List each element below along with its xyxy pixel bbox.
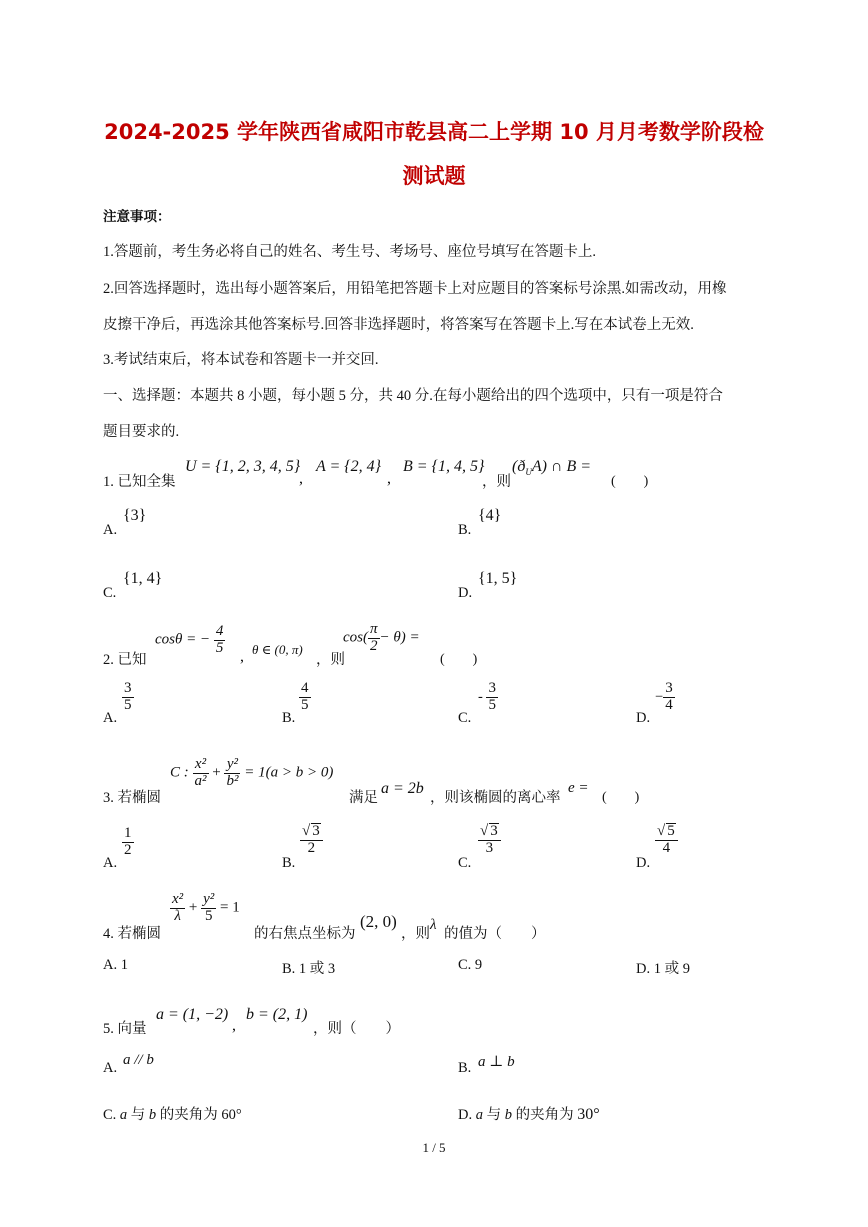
q2-option-b-label: B. — [282, 710, 296, 726]
q3-prefix: 3. 若椭圆 — [103, 790, 161, 806]
q1-set-a: A = {2, 4} — [316, 458, 382, 475]
page-number: 1 / 5 — [422, 1140, 446, 1155]
q1-option-a: {3} — [123, 507, 147, 524]
q3-a-equals-2b: a = 2b — [381, 780, 424, 797]
q5-then: ，则（ ） — [313, 1021, 400, 1037]
section-heading-line1: 一、选择题：本题共 8 小题，每小题 5 分，共 40 分.在每小题给出的四个选项中，只有一项是符合 — [103, 388, 723, 404]
q2-option-d-label: D. — [636, 710, 651, 726]
q2-option-a: $\frac{3}{5}$ — [124, 680, 132, 713]
q3-then: ，则该椭圆的离心率 — [430, 790, 561, 806]
q2-then: ，则 — [316, 652, 345, 668]
q1-option-c-label: C. — [103, 585, 117, 601]
q3-option-a: $\frac{1}{2}$ — [124, 825, 132, 858]
q5-option-b-label: B. — [458, 1060, 472, 1076]
q1-answer-paren: ( ) — [611, 474, 649, 489]
q2-theta-range: θ ∈ (0, π) — [252, 642, 303, 657]
q2-answer-paren: ( ) — [440, 652, 478, 667]
notice-item-1: 1.答题前，考生务必将自己的姓名、考生号、考场号、座位号填写在答题卡上. — [103, 244, 596, 260]
q4-option-b: B. 1 或 3 — [282, 961, 336, 977]
q5-option-b: a ⊥ b — [478, 1054, 515, 1070]
q3-option-a-label: A. — [103, 855, 118, 871]
q4-option-c: C. 9 — [458, 957, 483, 973]
q1-set-u: U = {1, 2, 3, 4, 5} — [185, 458, 301, 475]
page-title-line1: 2024-2025 学年陕西省咸阳市乾县高二上学期 10 月月考数学阶段检 — [104, 120, 764, 144]
q4-lambda: λ — [430, 917, 437, 933]
notice-item-3: 3.考试结束后，将本试卷和答题卡一并交回. — [103, 352, 379, 368]
q2-prefix: 2. 已知 — [103, 652, 147, 668]
q1-expr: $(ð_UA)$ ∩ B = — [512, 458, 592, 478]
q3-option-b: $\frac{√ 3}{2}$ — [300, 823, 323, 857]
q5-prefix: 5. 向量 — [103, 1021, 147, 1037]
q4-tail: 的值为（ ） — [444, 926, 546, 942]
q3-option-d-label: D. — [636, 855, 651, 871]
q3-ellipse-eq: C : $\frac{\text{x²}}{\text{a²}}$ + $\frac{\text{y²}}{\text{b²}}$ = 1(a > b > 0) — [170, 756, 334, 789]
q5-option-d: D. a 与 b 的夹角为 30° — [458, 1106, 600, 1123]
q3-cond: 满足 — [349, 790, 378, 806]
q1-set-b: B = {1, 4, 5} — [403, 458, 485, 475]
q2-option-c: - $\frac{3}{5}$ — [478, 680, 496, 713]
q4-option-d: D. 1 或 9 — [636, 961, 690, 977]
q2-option-d: − $\frac{3}{4}$ — [655, 680, 673, 713]
q4-then: ，则 — [401, 926, 430, 942]
q1-option-b: {4} — [478, 507, 502, 524]
q2-option-a-label: A. — [103, 710, 118, 726]
q1-option-d-label: D. — [458, 585, 473, 601]
q1-option-c: {1, 4} — [123, 570, 163, 587]
q5-vector-a: a = (1, −2) — [156, 1006, 229, 1023]
q4-ellipse-eq: $\frac{\text{x²}}{\lambda}$ + $\frac{\text{y²}}{5}$ = 1 — [172, 891, 240, 924]
q3-answer-paren: ( ) — [602, 790, 640, 805]
q1-then: ，则 — [482, 474, 511, 490]
notice-item-2a: 2.回答选择题时，选出每小题答案后，用铅笔把答题卡上对应题目的答案标号涂黑.如需改动，用橡 — [103, 281, 727, 297]
q3-option-b-label: B. — [282, 855, 296, 871]
q3-option-c-label: C. — [458, 855, 472, 871]
q4-point: (2, 0) — [360, 912, 397, 931]
q2-option-b: $\frac{4}{5}$ — [301, 680, 309, 713]
q5-option-c: C. a 与 b 的夹角为 60° — [103, 1107, 242, 1123]
q1-prefix: 1. 已知全集 — [103, 474, 176, 490]
q1-option-a-label: A. — [103, 522, 118, 538]
section-heading-line2: 题目要求的. — [103, 424, 180, 440]
notice-heading: 注意事项： — [103, 209, 171, 224]
q1-option-d: {1, 5} — [478, 570, 518, 587]
q3-e: e = — [568, 780, 589, 796]
q2-cos-given: cosθ = − $\frac{4}{5}$ — [155, 623, 224, 656]
q5-vector-b: b = (2, 1) — [246, 1006, 308, 1023]
q4-option-a: A. 1 — [103, 957, 128, 973]
q5-option-a: a // b — [123, 1052, 154, 1068]
q3-option-d: $\frac{√ 5}{4}$ — [655, 823, 678, 857]
q4-text: 的右焦点坐标为 — [254, 926, 356, 942]
q2-cos-expr: cos( $\frac{\pi}{2}$ − θ) = — [343, 621, 420, 654]
q3-option-c: $\frac{√ 3}{3}$ — [478, 823, 501, 857]
q5-option-a-label: A. — [103, 1060, 118, 1076]
notice-item-2b: 皮擦干净后，再选涂其他答案标号.回答非选择题时，将答案写在答题卡上.写在本试卷上无效. — [103, 317, 694, 333]
q2-option-c-label: C. — [458, 710, 472, 726]
q1-option-b-label: B. — [458, 522, 472, 538]
q4-prefix: 4. 若椭圆 — [103, 926, 161, 942]
page-title-line2: 测试题 — [402, 164, 466, 188]
